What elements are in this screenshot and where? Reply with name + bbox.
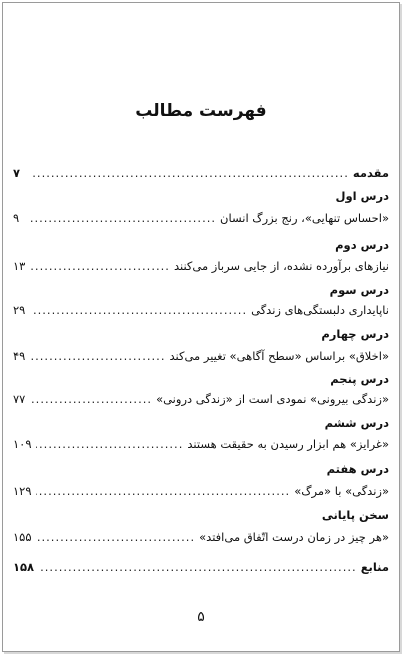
leader-dots (31, 209, 216, 227)
toc-entry[interactable] (13, 257, 389, 275)
toc-page-number: ۹ (13, 211, 20, 225)
toc-entry-label: «هر چیز در زمان درست اتّفاق می‌افتد» (199, 530, 389, 544)
lesson-heading: درس چهارم (321, 327, 389, 341)
toc-entry-label: «احساس تنهایی»، رنج بزرگ انسان (220, 211, 389, 225)
toc-entry-label: «اخلاق» براساس «سطح آگاهی» تغییر می‌کند (169, 349, 389, 363)
toc-entry[interactable] (13, 390, 389, 408)
toc-entry-label: ناپایداری دلبستگی‌های زندگی (251, 303, 389, 317)
toc-entry-label: «غرایز» هم ابزار رسیدن به حقیقت هستند (187, 437, 389, 451)
toc-entry-sources[interactable] (13, 558, 389, 576)
lesson-heading: درس هفتم (326, 462, 389, 476)
toc-entry[interactable] (13, 209, 389, 227)
toc-entry-label: نیازهای برآورده نشده، از جایی سرباز می‌کنند (173, 259, 389, 273)
leader-dots (36, 435, 184, 453)
toc-page-number: ۱۵۸ (13, 560, 35, 574)
page-title: فهرست مطالب (135, 101, 267, 121)
toc-entry[interactable] (13, 528, 389, 546)
leader-dots (31, 347, 165, 365)
leader-dots (38, 558, 357, 576)
toc-entry[interactable] (13, 435, 389, 453)
toc-page-number: ۷ (13, 166, 21, 180)
lesson-heading: درس دوم (335, 238, 389, 252)
lesson-heading: درس پنجم (330, 372, 389, 386)
leader-dots (31, 257, 170, 275)
leader-dots (31, 390, 152, 408)
toc-entry-label: منابع (360, 560, 389, 574)
lesson-heading: درس سوم (329, 283, 389, 297)
book-page (2, 2, 400, 652)
toc-page-number: ۱۲۹ (13, 484, 32, 498)
leader-dots (36, 528, 196, 546)
toc-entry-label: «زندگی» با «مرگ» (294, 484, 389, 498)
leader-dots (31, 301, 247, 319)
toc-entry[interactable] (13, 482, 389, 500)
toc-entry-intro[interactable] (13, 164, 389, 182)
table-of-contents (3, 3, 399, 651)
toc-page-number: ۷۷ (13, 392, 26, 406)
leader-dots (36, 482, 291, 500)
toc-page-number: ۴۹ (13, 349, 26, 363)
toc-page-number: ۲۹ (13, 303, 26, 317)
lesson-heading: درس اول (335, 189, 389, 203)
toc-entry[interactable] (13, 301, 389, 319)
leader-dots (31, 164, 349, 182)
toc-page-number: ۱۵۵ (13, 530, 32, 544)
lesson-heading: درس ششم (324, 416, 389, 430)
toc-page-number: ۱۳ (13, 259, 26, 273)
toc-entry-label: مقدمه (352, 166, 389, 180)
toc-page-number: ۱۰۹ (13, 437, 32, 451)
toc-entry-label: «زندگی بیرونی» نمودی است از «زندگی درونی» (156, 392, 389, 406)
toc-entry[interactable] (13, 347, 389, 365)
lesson-heading: سخن پایانی (321, 508, 389, 522)
page-number: ۵ (197, 609, 205, 625)
